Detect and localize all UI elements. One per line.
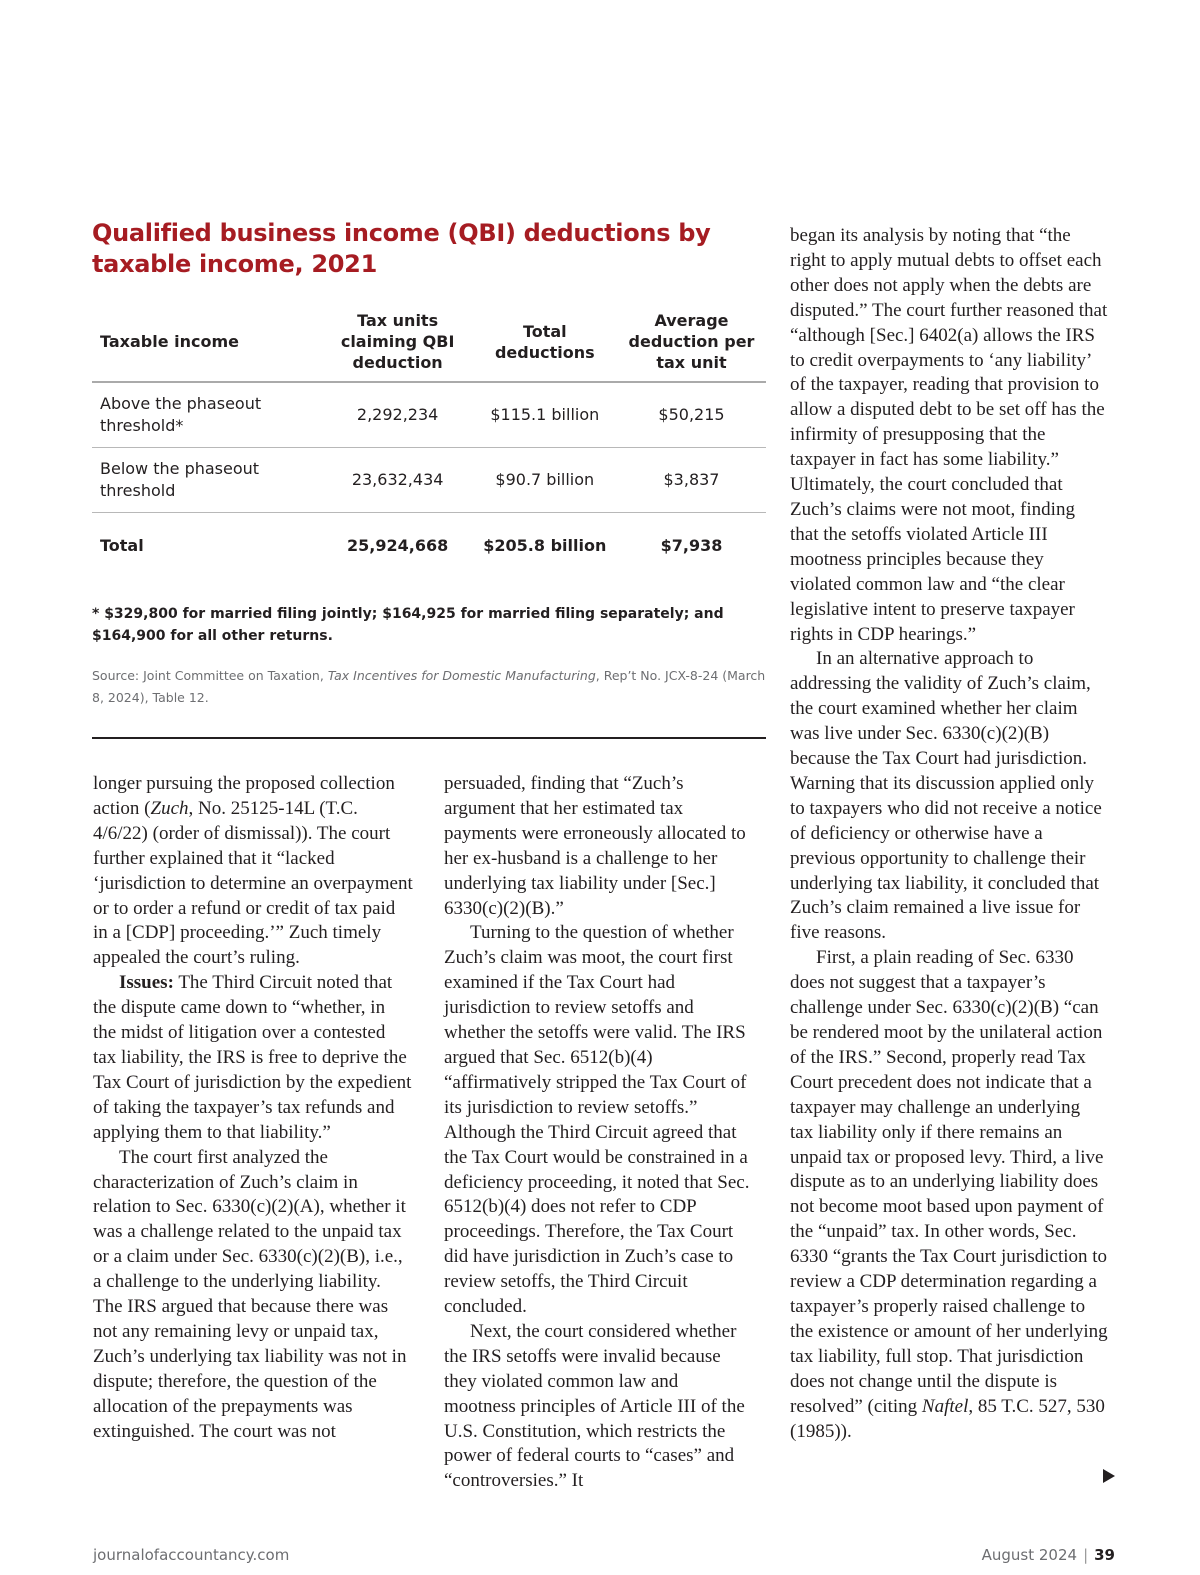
paragraph: In an alternative approach to addressing the validity of Zuch’s claim, the court examined whether her claim was live under Sec. 6330(c)(2)(B) because the Tax Court had jurisdiction. Warning that its discussion applied only to taxpayers who did not receive a notice of deficiency or otherwise have a previous opportunity to challenge their underlying tax liability, it concluded that Zuch’s claim remained a live issue for five reasons.: [790, 648, 1102, 944]
total-row-label: Total: [100, 536, 144, 555]
article-column-middle: [444, 772, 754, 1494]
table-row: [92, 382, 766, 448]
article-column-left: [93, 772, 413, 1444]
column-header-total-deductions: Total deductions: [494, 321, 595, 362]
table-footnote: * $329,800 for married filing jointly; $164,925 for married filing separately; and $164,900 for all other returns.: [92, 606, 724, 644]
average-deduction-value: $50,215: [658, 405, 725, 424]
total-deductions-sum: $205.8 billion: [483, 536, 607, 555]
row-label: Above the phaseout threshold*: [100, 394, 262, 435]
footer-issue-page: [982, 1546, 1115, 1564]
qbi-deductions-table: [92, 306, 766, 579]
section-divider: [92, 737, 766, 739]
footer-issue-date: August 2024: [981, 1546, 1078, 1564]
paragraph: persuaded, finding that “Zuch’s argument that her estimated tax payments were erroneously allocated to her ex-husband is a challenge to her underlying tax liability under [Sec.] 6330(c)(2)(B).”: [444, 773, 746, 919]
column-header-average-deduction: Average deduction per tax unit: [628, 311, 755, 372]
paragraph: Next, the court considered whether the IRS setoffs were invalid because they violated common law and mootness principles of Article III of the U.S. Constitution, which restricts the power of federal courts to “cases” and “controversies.” It: [444, 1320, 745, 1492]
total-average-deduction: $7,938: [660, 536, 723, 555]
average-deduction-value: $3,837: [663, 470, 720, 489]
article-column-right: [790, 224, 1108, 1444]
page-number: 39: [1094, 1546, 1115, 1564]
triangle-right-icon: [1103, 1469, 1115, 1483]
paragraph: Turning to the question of whether Zuch’s claim was moot, the court first examined if the Tax Court had jurisdiction to review setoffs and whether the setoffs were valid. The IRS argued that Sec. 6512(b)(4) “affirmatively stripped the Tax Court of its jurisdiction to review setoffs.” Although the Third Circuit agreed that the Tax Court would be constrained in a deficiency proceeding, it noted that Sec. 6512(b)(4) does not refer to CDP proceedings. Therefore, the Tax Court did have jurisdiction in Zuch’s case to review setoffs, the Third Circuit concluded.: [444, 922, 750, 1318]
table-title: Qualified business income (QBI) deductions by taxable income, 2021: [92, 219, 711, 278]
total-deductions-value: $115.1 billion: [490, 405, 600, 424]
table-source: [92, 665, 766, 709]
source-suffix: , Rep’t No. JCX-8-24 (March 8, 2024), Table 12.: [92, 668, 766, 705]
row-label: Below the phaseout threshold: [100, 459, 260, 500]
paragraph: First, a plain reading of Sec. 6330 does not suggest that a taxpayer’s challenge under Sec. 6330(c)(2)(B) “can be rendered moot by the unilateral action of the IRS.” Second, properly read Tax Court precedent does not indicate that a taxpayer may challenge an underlying tax liability only if there remains an unpaid tax or proposed levy. Third, a live dispute as to an underlying liability does not become moot based upon payment of the “unpaid” tax. In other words, Sec. 6330 “grants the Tax Court jurisdiction to review a CDP determination regarding a taxpayer’s properly raised challenge to the existence or amount of her underlying tax liability, full stop. That jurisdiction does not change until the dispute is resolved” (citing Naftel, 85 T.C. 527, 530 (1985)).: [790, 947, 1108, 1442]
table-total-row: [92, 513, 766, 580]
paragraph: The court first analyzed the characterization of Zuch’s claim in relation to Sec. 6330(c)(2)(A), whether it was a challenge related to the unpaid tax or a claim under Sec. 6330(c)(2)(B), i.e., a challenge to the underlying liability. The IRS argued that because there was not any remaining levy or unpaid tax, Zuch’s underlying tax liability was not in dispute; therefore, the question of the allocation of the prepayments was extinguished. The court was not: [93, 1146, 407, 1442]
source-report-title: Tax Incentives for Domestic Manufacturing: [327, 668, 596, 683]
case-name: Zuch: [150, 797, 189, 819]
footer-separator: |: [1083, 1546, 1089, 1564]
paragraph: Issues: The Third Circuit noted that the dispute came down to “whether, in the midst of litigation over a contested tax liability, the IRS is free to deprive the Tax Court of jurisdiction by the expedient of taking the taxpayer’s tax refunds and applying them to that liability.”: [93, 972, 412, 1143]
case-name: Naftel: [921, 1395, 969, 1417]
issues-label: Issues:: [119, 972, 174, 994]
source-prefix: Source: Joint Committee on Taxation,: [92, 668, 328, 683]
paragraph: began its analysis by noting that “the right to apply mutual debts to offset each other does not apply when the debts are disputed.” The court further reasoned that “although [Sec.] 6402(a) allows the IRS to credit overpayments to ‘any liability’ of the taxpayer, reading that provision to allow a disputed debt to be set off has the infirmity of presupposing that the taxpayer in fact has some liability.” Ultimately, the court concluded that Zuch’s claims were not moot, finding that the setoffs violated Article III mootness principles because they violated common law and “the clear legislative intent to preserve taxpayer rights in CDP hearings.”: [790, 225, 1108, 645]
total-deductions-value: $90.7 billion: [495, 470, 595, 489]
footer-website: journalofaccountancy.com: [93, 1546, 290, 1564]
table-header-row: [92, 306, 766, 382]
paragraph: longer pursuing the proposed collection action (Zuch, No. 25125-14L (T.C. 4/6/22) (order of dismissal)). The court further explained that it “lacked ‘jurisdiction to determine an overpayment or to order a refund or credit of tax paid in a [CDP] proceeding.’” Zuch timely appealed the court’s ruling.: [93, 773, 413, 969]
tax-units-value: 23,632,434: [351, 470, 444, 489]
qbi-table-graphic: [92, 218, 766, 709]
column-header-taxable-income: Taxable income: [100, 332, 239, 351]
total-tax-units: 25,924,668: [347, 536, 449, 555]
tax-units-value: 2,292,234: [356, 405, 439, 424]
column-header-tax-units: Tax units claiming QBI deduction: [340, 311, 455, 372]
table-row: [92, 448, 766, 513]
